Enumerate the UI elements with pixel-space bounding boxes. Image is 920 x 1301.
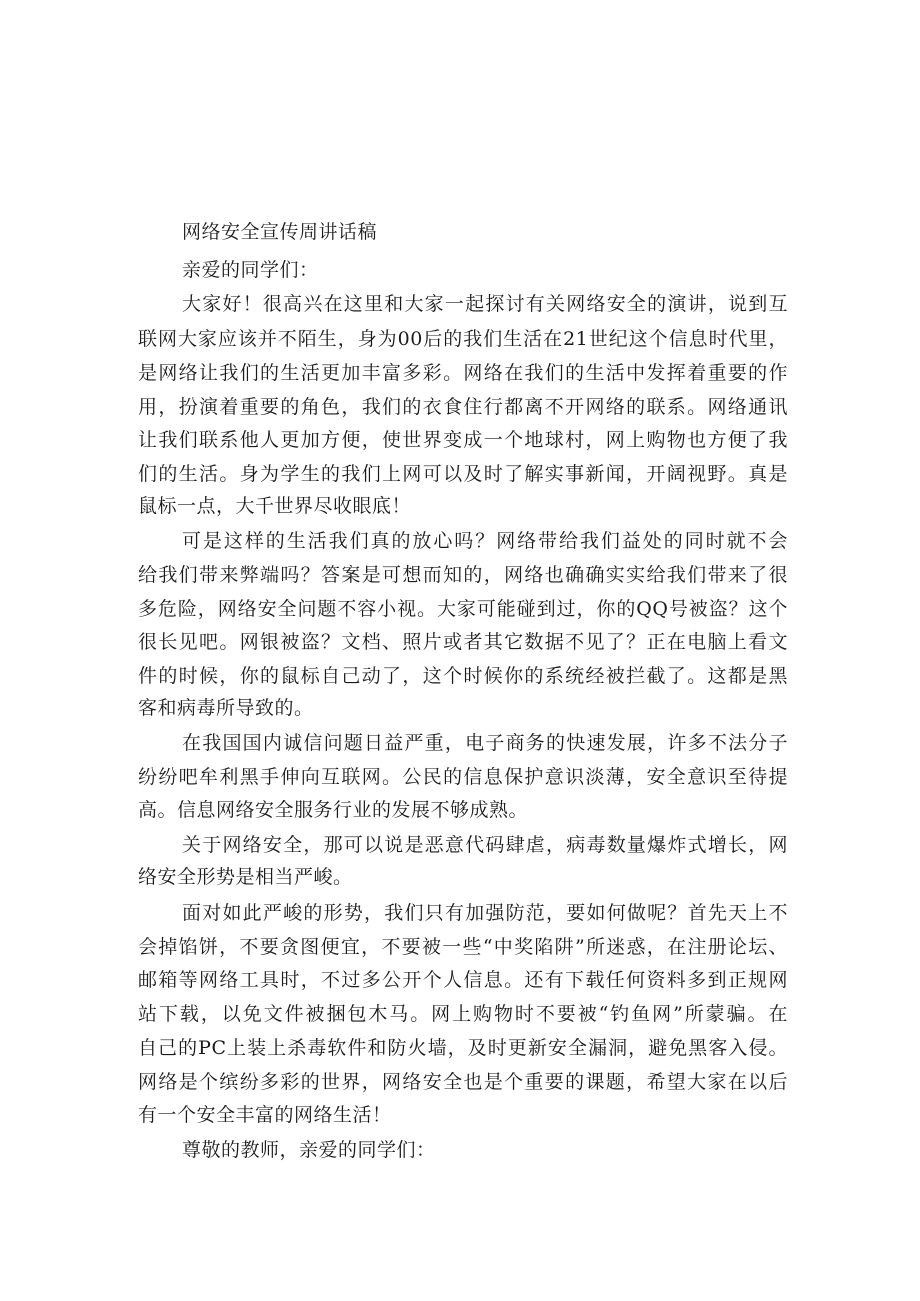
paragraph-line: 件的时候，你的鼠标自己动了，这个时候你的系统经被拦截了。这都是黑 [138, 665, 788, 687]
paragraph-line: 有一个安全丰富的网络生活！ [138, 1104, 392, 1126]
paragraph-line: 是网络让我们的生活更加丰富多彩。网络在我们的生活中发挥着重要的作 [138, 362, 788, 384]
paragraph-line: 可是这样的生活我们真的放心吗？网络带给我们益处的同时就不会 [182, 530, 788, 552]
paragraph-line: 多危险，网络安全问题不容小视。大家可能碰到过，你的QQ号被盗？这个 [138, 598, 788, 620]
paragraph-line: 客和病毒所导致的。 [138, 697, 314, 719]
paragraph-line: 自己的PC上装上杀毒软件和防火墙，及时更新安全漏洞，避免黑客入侵。 [138, 1037, 788, 1059]
paragraph-line: 面对如此严峻的形势，我们只有加强防范，要如何做呢？首先天上不 [182, 902, 788, 924]
paragraph-line: 纷纷吧牟利黑手伸向互联网。公民的信息保护意识淡薄，安全意识至待提 [138, 766, 788, 788]
paragraph-line: 网络是个缤纷多彩的世界，网络安全也是个重要的课题，希望大家在以后 [138, 1071, 788, 1093]
paragraph-line: 关于网络安全，那可以说是恶意代码肆虐，病毒数量爆炸式增长，网 [182, 834, 788, 856]
paragraph-line: 站下载，以免文件被捆包木马。网上购物时不要被“钓鱼网”所蒙骗。在 [138, 1003, 788, 1025]
paragraph-line: 们的生活。身为学生的我们上网可以及时了解实事新闻，开阔视野。真是 [138, 463, 788, 485]
paragraph-line: 鼠标一点，大千世界尽收眼底！ [138, 495, 412, 517]
paragraph-line: 高。信息网络安全服务行业的发展不够成熟。 [138, 799, 529, 821]
paragraph-line: 大家好！很高兴在这里和大家一起探讨有关网络安全的演讲，说到互 [182, 293, 788, 315]
paragraph-line: 络安全形势是相当严峻。 [138, 866, 353, 888]
document-title: 网络安全宣传周讲话稿 [182, 221, 378, 243]
salutation: 亲爱的同学们： [182, 259, 319, 281]
closing-salutation: 尊敬的教师，亲爱的同学们： [182, 1139, 436, 1161]
paragraph-line: 很长见吧。网银被盗？文档、照片或者其它数据不见了？正在电脑上看文 [138, 631, 788, 653]
paragraph-line: 在我国国内诚信问题日益严重，电子商务的快速发展，许多不法分子 [182, 732, 788, 754]
paragraph-line: 邮箱等网络工具时，不过多公开个人信息。还有下载任何资料多到正规网 [138, 969, 788, 991]
paragraph-line: 让我们联系他人更加方便，使世界变成一个地球村，网上购物也方便了我 [138, 429, 788, 451]
paragraph-line: 用，扮演着重要的角色，我们的衣食住行都离不开网络的联系。网络通讯 [138, 396, 788, 418]
paragraph-line: 会掉馅饼，不要贪图便宜，不要被一些“中奖陷阱”所迷惑，在注册论坛、 [138, 936, 788, 958]
paragraph-line: 给我们带来弊端吗？答案是可想而知的，网络也确确实实给我们带来了很 [138, 564, 788, 586]
paragraph-line: 联网大家应该并不陌生，身为00后的我们生活在21世纪这个信息时代里， [138, 328, 788, 350]
